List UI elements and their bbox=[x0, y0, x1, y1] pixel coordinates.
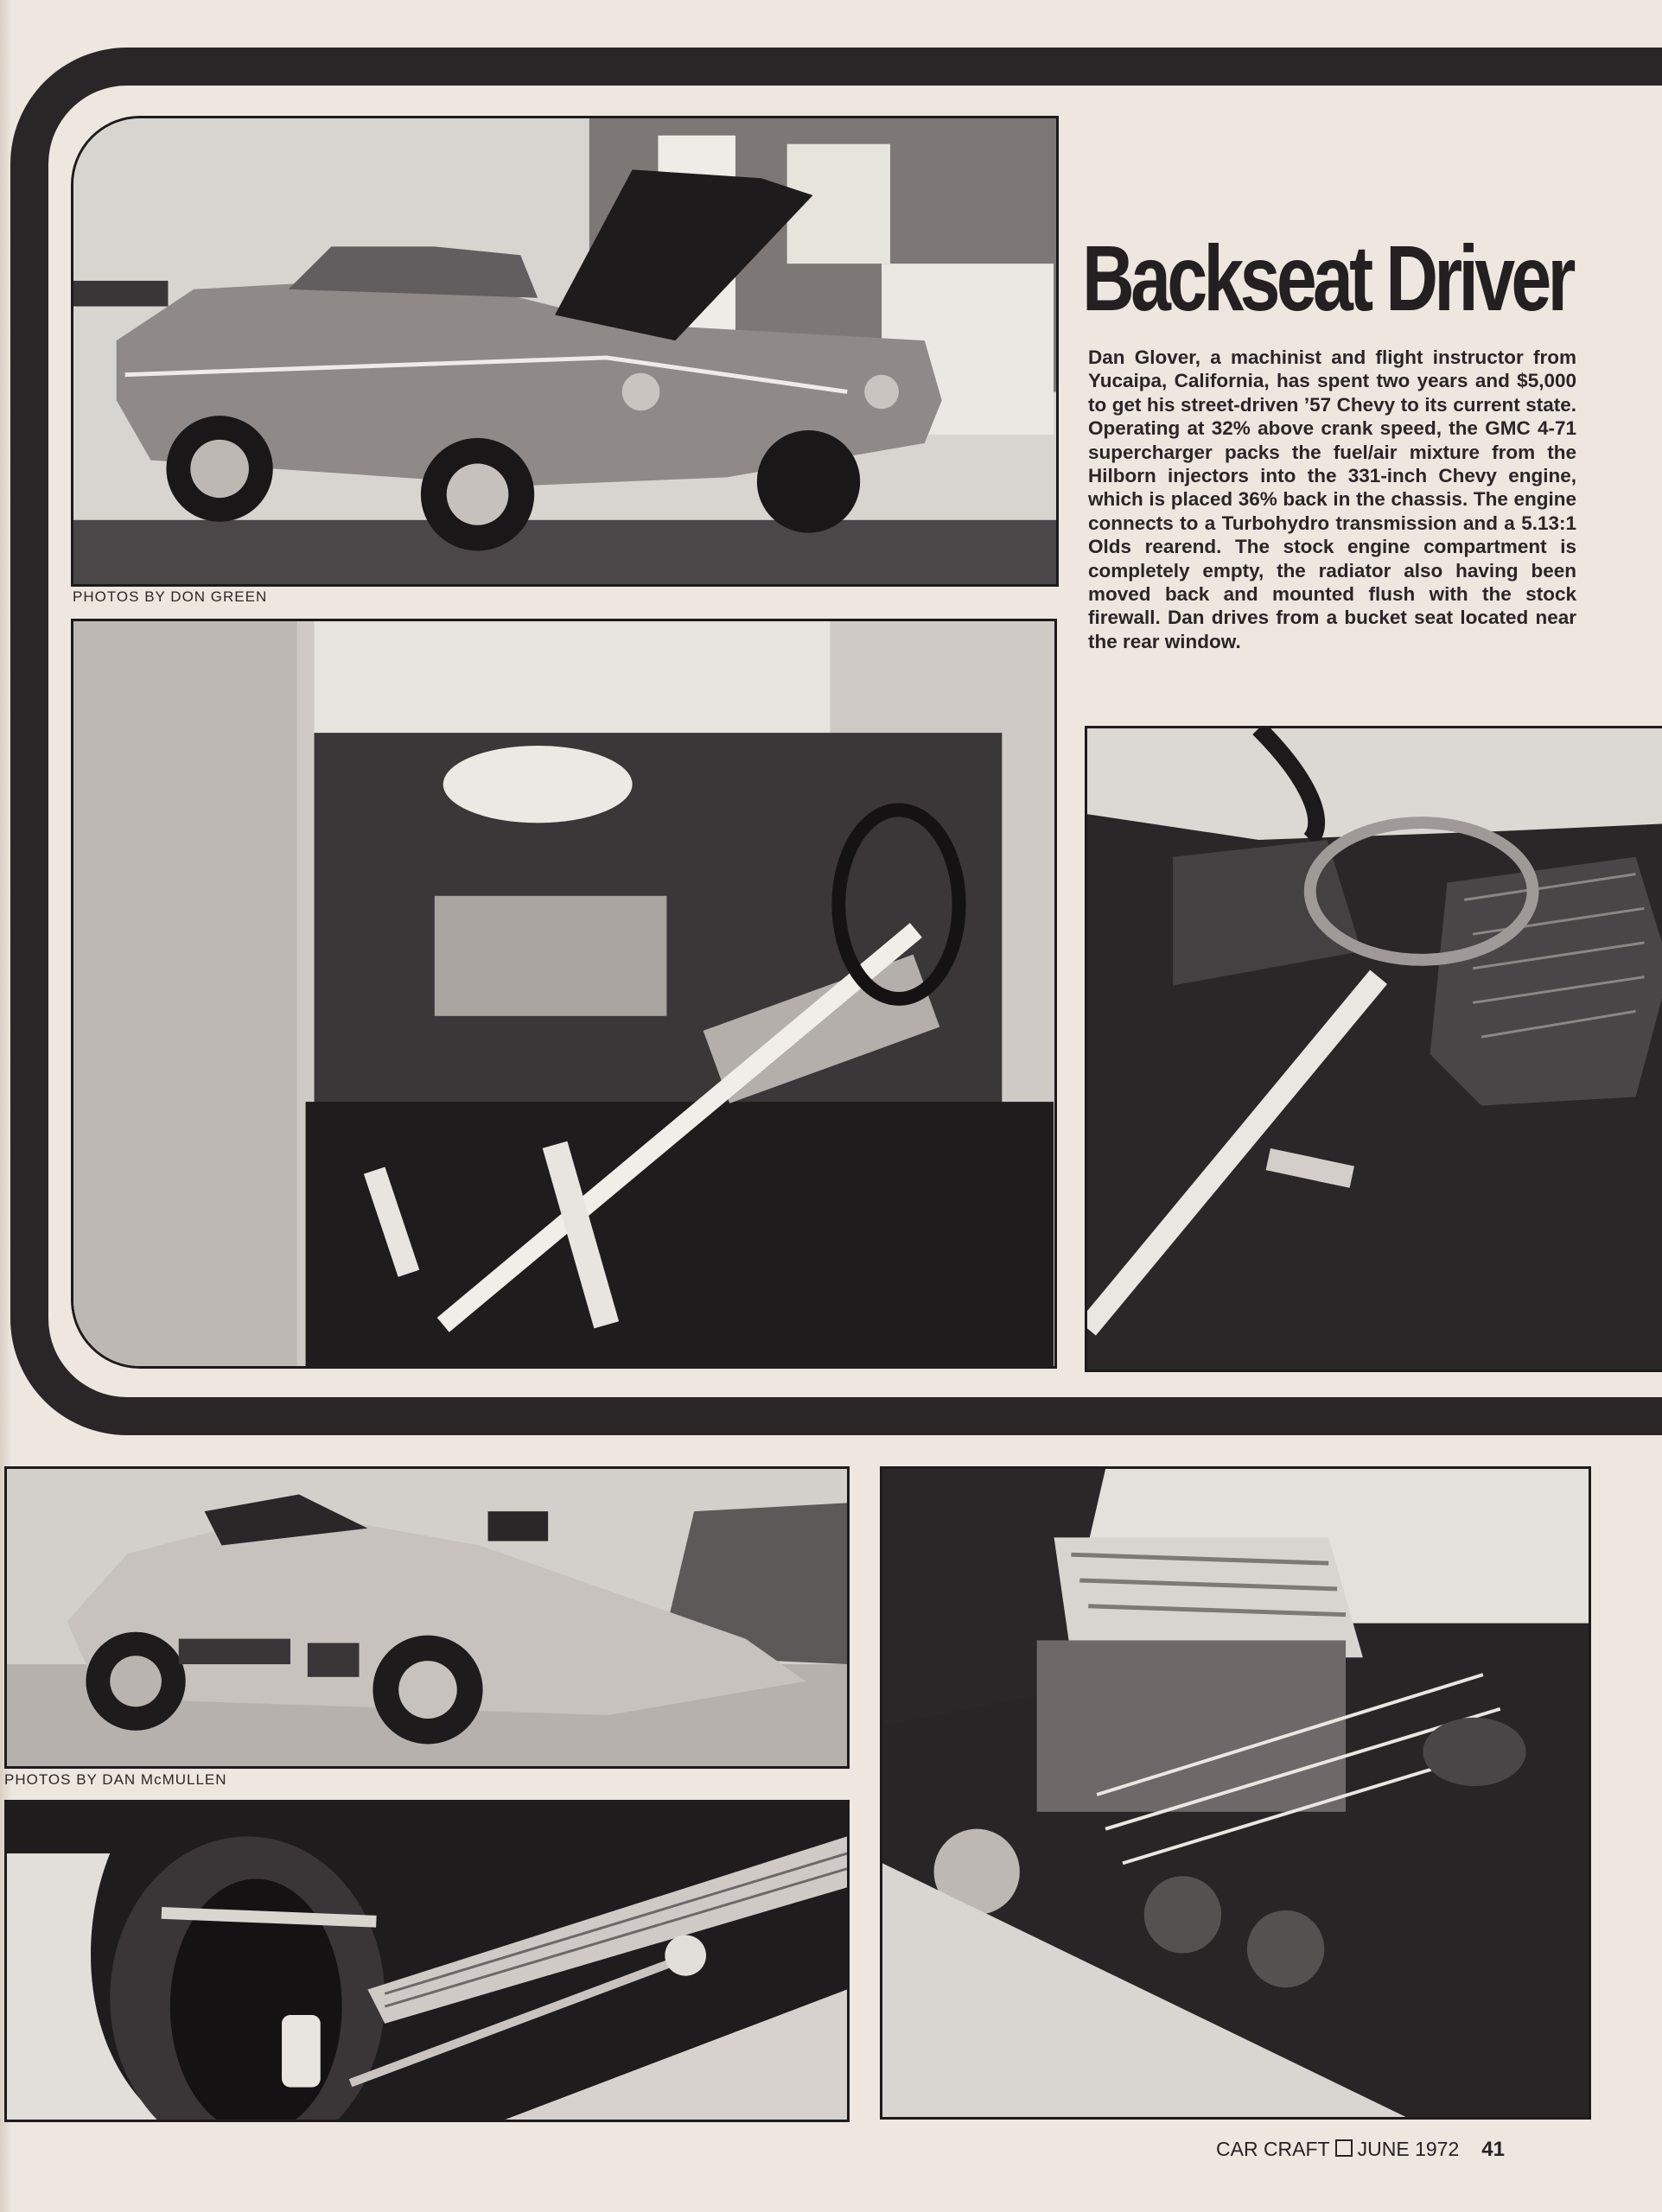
corvette-exterior-image bbox=[7, 1469, 847, 1766]
photo-credit-dan-mcmullen: PHOTOS BY DAN McMULLEN bbox=[4, 1771, 227, 1788]
chevy-exterior-image bbox=[73, 118, 1056, 584]
magazine-name: CAR CRAFT bbox=[1216, 2138, 1330, 2160]
photo-corvette-exterior bbox=[4, 1466, 850, 1769]
separator-box-icon bbox=[1335, 2139, 1353, 2157]
chevy-interior-image bbox=[1087, 728, 1662, 1370]
photo-chevy-exterior bbox=[71, 116, 1059, 587]
issue-date: JUNE 1972 bbox=[1357, 2138, 1460, 2160]
photo-chevy-interior bbox=[1085, 726, 1662, 1372]
page-footer bbox=[1216, 2138, 1505, 2162]
photo-corvette-suspension bbox=[4, 1800, 850, 2122]
chevy-engine-cab-image bbox=[73, 621, 1054, 1366]
article-body: Dan Glover, a machinist and flight instructor from Yucaipa, California, has spent two years and $5,000 to get his street-driven ’57 Chevy to its current state. Operating at 32% above crank speed, the GMC 4-71 supercharger packs the fuel/air mixture from the Hilborn injectors into the 331-inch Chevy engine, which is placed 36% back in the chassis. The engine connects to a Turbohydro transmission and a 5.13:1 Olds rearend. The stock engine compartment is completely empty, the radiator also having been moved back and mounted flush with the stock firewall. Dan drives from a bucket seat located near the rear window. bbox=[1088, 346, 1576, 652]
photo-corvette-engine bbox=[880, 1466, 1591, 2120]
corvette-suspension-image bbox=[7, 1802, 847, 2120]
article-headline: Backseat Driver bbox=[1082, 226, 1572, 330]
photo-credit-don-green: PHOTOS BY DON GREEN bbox=[73, 588, 268, 605]
corvette-engine-image bbox=[882, 1469, 1589, 2117]
page-number: 41 bbox=[1481, 2138, 1505, 2161]
photo-chevy-engine-cab bbox=[71, 619, 1057, 1369]
